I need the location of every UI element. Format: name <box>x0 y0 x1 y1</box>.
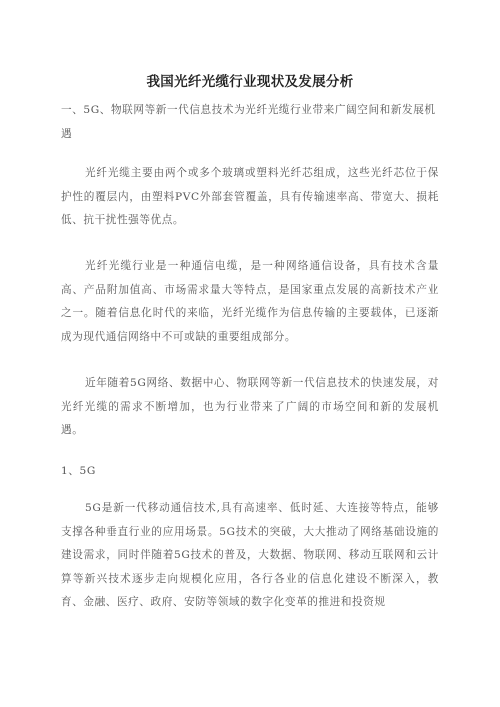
paragraph-industry-overview: 光纤光缆行业是一种通信电缆，是一种网络通信设备，具有技术含量高、产品附加值高、市场需求量大等特点，是国家重点发展的高新技术产业之一。随着信息化时代的来临，光纤光缆作为信息传输的主要载体，已逐渐成为现代通信网络中不可或缺的重要组成部分。 <box>61 260 439 343</box>
paragraph-fiber-definition: 光纤光缆主要由两个或多个玻璃或塑料光纤芯组成，这些光纤芯位于保护性的覆层内，由塑料PVC外部套管覆盖，具有传输速率高、带宽大、损耗低、抗干扰性强等优点。 <box>61 167 439 226</box>
paragraph-5g: 5G是新一代移动通信技术,具有高速率、低时延、大连接等特点，能够支撑各种垂直行业的应用场景。5G技术的突破，大大推动了网络基础设施的建设需求，同时伴随着5G技术的普及，大数据、物联网、移动互联网和云计算等新兴技术逐步走向规模化应用，各行各业的信息化建设不断深入，教育、金融、医疗、政府、安防等领域的数字化变革的推进和投资规 <box>61 502 439 608</box>
subheading-5g: 1、5G <box>61 465 96 477</box>
document-title: 我国光纤光缆行业现状及发展分析 <box>146 74 354 90</box>
paragraph-recent-trends: 近年随着5G网络、数据中心、物联网等新一代信息技术的快速发展，对光纤光缆的需求不断增加，也为行业带来了广阔的市场空间和新的发展机遇。 <box>61 377 439 436</box>
section-heading: 一、5G、物联网等新一代信息技术为光纤光缆行业带来广阔空间和新发展机遇 <box>61 104 436 140</box>
